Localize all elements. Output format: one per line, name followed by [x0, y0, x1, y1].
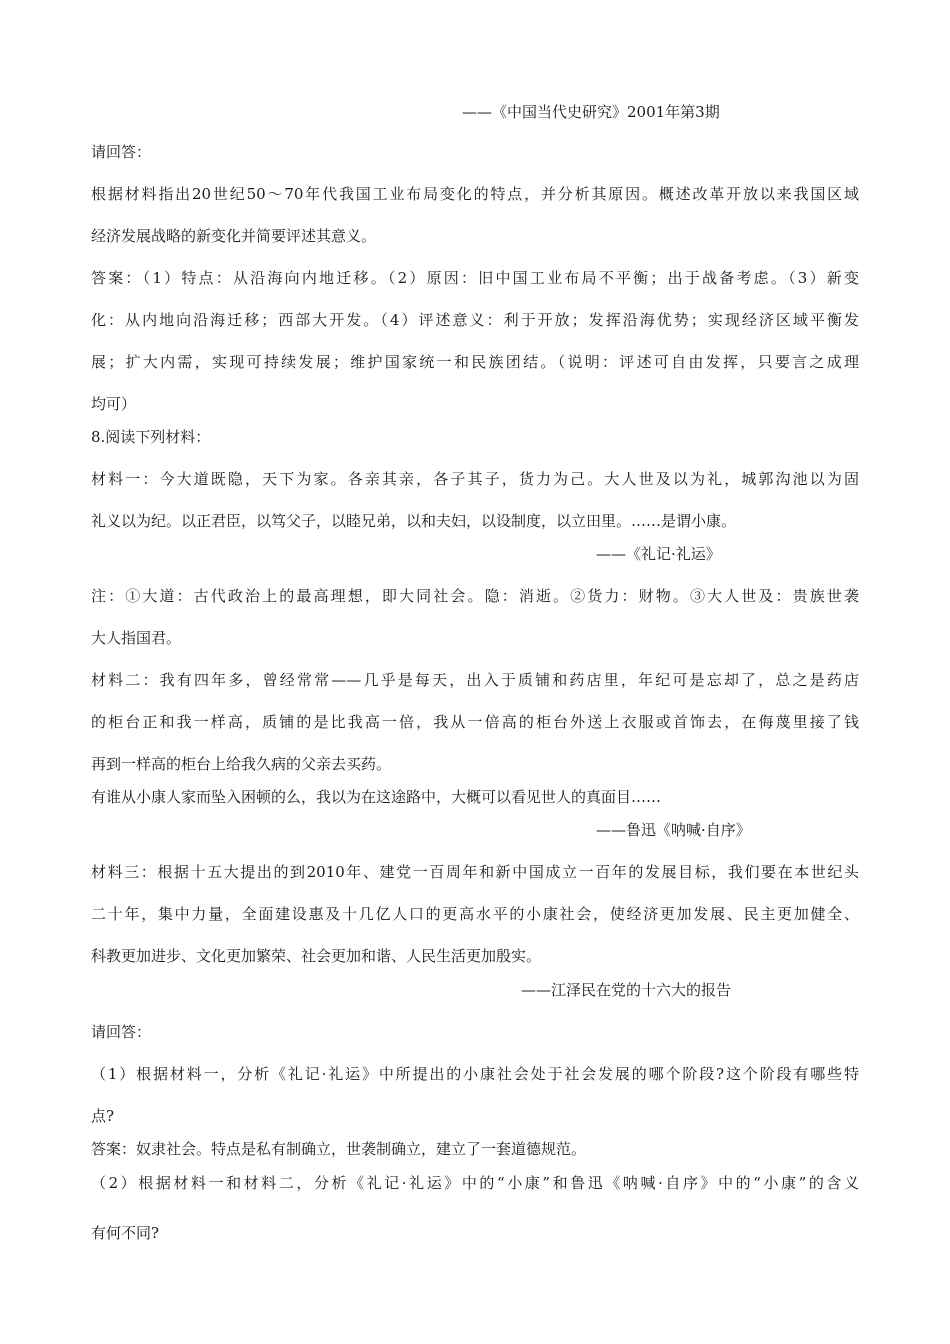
q7-answer-line: 均可）	[91, 395, 137, 413]
material-2-line: 再到一样高的柜台上给我久病的父亲去买药。	[91, 755, 392, 773]
material-2-line: 的柜台正和我一样高，质铺的是比我高一倍，我从一倍高的柜台外送上衣服或首饰去，在侮蔑里接了钱	[91, 713, 859, 731]
q7-question-line: 经济发展战略的新变化并简要评述其意义。	[91, 227, 377, 245]
q7-answer-line: 答案：（1）特点：从沿海向内地迁移。（2）原因：旧中国工业布局不平衡；出于战备考虑。（3）新变	[91, 269, 859, 287]
sub-question-1-answer: 答案：奴隶社会。特点是私有制确立，世袭制确立，建立了一套道德规范。	[91, 1140, 587, 1158]
material-3-line: 材料三：根据十五大提出的到2010年、建党一百周年和新中国成立一百年的发展目标，我们要在本世纪头	[91, 863, 859, 881]
note-line: 注：①大道：古代政治上的最高理想，即大同社会。隐：消逝。②货力：财物。③大人世及：贵族世袭	[91, 587, 859, 605]
material-3-source: ——江泽民在党的十六大的报告	[521, 981, 732, 999]
q7-question-line: 根据材料指出20世纪50～70年代我国工业布局变化的特点，并分析其原因。概述改革开放以来我国区域	[91, 185, 859, 203]
material-1-source: ——《礼记·礼运》	[596, 545, 721, 563]
sub-question-2-line: 有何不同?	[91, 1224, 160, 1242]
sub-question-1-line: （1）根据材料一，分析《礼记·礼运》中所提出的小康社会处于社会发展的哪个阶段?这个阶段有哪些特	[91, 1065, 859, 1083]
material-1-line: 材料一：今大道既隐，天下为家。各亲其亲，各子其子，货力为己。大人世及以为礼，城郭沟池以为固	[91, 470, 859, 488]
sub-question-2-line: （2）根据材料一和材料二，分析《礼记·礼运》中的“小康”和鲁迅《呐喊·自序》中的“小康”的含义	[91, 1174, 859, 1192]
material-2-line: 材料二：我有四年多，曾经常常——几乎是每天，出入于质铺和药店里，年纪可是忘却了，总之是药店	[91, 671, 859, 689]
material-2-line: 有谁从小康人家而坠入困顿的么，我以为在这途路中，大概可以看见世人的真面目……	[91, 788, 662, 806]
q7-answer-line: 化：从内地向沿海迁移；西部大开发。（4）评述意义：利于开放；发挥沿海优势；实现经济区域平衡发	[91, 311, 859, 329]
q7-prompt: 请回答：	[91, 143, 152, 161]
q8-heading: 8.阅读下列材料：	[91, 428, 211, 446]
note-line: 大人指国君。	[91, 629, 182, 647]
material-3-line: 二十年，集中力量，全面建设惠及十几亿人口的更高水平的小康社会，使经济更加发展、民主更加健全、	[91, 905, 859, 923]
source-citation-1: ——《中国当代史研究》2001年第3期	[462, 103, 720, 121]
q7-answer-line: 展；扩大内需，实现可持续发展；维护国家统一和民族团结。（说明：评述可自由发挥，只要言之成理	[91, 353, 859, 371]
material-2-source: ——鲁迅《呐喊·自序》	[596, 821, 751, 839]
q8-prompt: 请回答：	[91, 1023, 152, 1041]
material-1-line: 礼义以为纪。以正君臣，以笃父子，以睦兄弟，以和夫妇，以设制度，以立田里。……是谓小康。	[91, 512, 737, 530]
sub-question-1-line: 点?	[91, 1107, 115, 1125]
material-3-line: 科教更加进步、文化更加繁荣、社会更加和谐、人民生活更加殷实。	[91, 947, 542, 965]
